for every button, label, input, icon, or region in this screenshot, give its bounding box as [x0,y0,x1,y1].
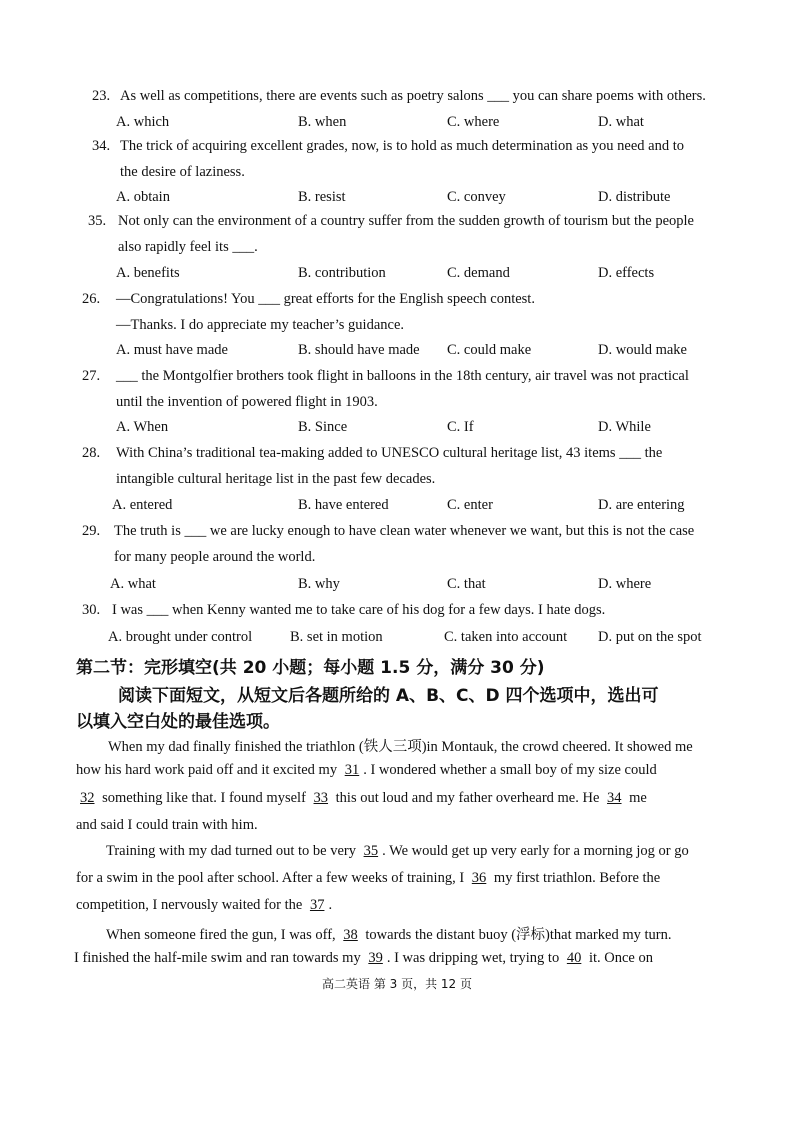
passage-text: . I wondered whether a small boy of my size could [363,762,657,778]
answer-option[interactable]: D. would make [598,342,687,358]
section-instruction: 阅读下面短文，从短文后各题所给的 A、B、C、D 四个选项中，选出可 [118,686,659,706]
section-heading: 第二节：完形填空(共 20 小题；每小题 1.5 分，满分 30 分) [76,658,545,678]
answer-option[interactable]: D. what [598,114,644,130]
question-stem-line: The truth is ___ we are lucky enough to have clean water whenever we want, but this is not the case [114,523,695,539]
passage-line [74,950,653,967]
answer-option[interactable]: C. demand [447,265,510,281]
page-footer: 高二英语 第 3 页，共 12 页 [322,977,472,991]
answer-option[interactable]: B. set in motion [290,629,383,645]
question-stem-line: —Congratulations! You ___ great efforts for the English speech contest. [116,291,535,307]
passage-text: for a swim in the pool after school. After a few weeks of training, I [76,870,468,886]
section-instruction: 以填入空白处的最佳选项。 [76,712,280,732]
passage-text: . We would get up very early for a morning jog or go [382,843,689,859]
question-number: 34. [92,138,111,154]
blank-number[interactable]: 32 [80,790,95,806]
question-number: 30. [82,602,101,618]
answer-option[interactable]: A. benefits [116,265,180,281]
passage-text: it. Once on [585,950,653,966]
question-number: 23. [92,88,111,104]
answer-option[interactable]: B. should have made [298,342,420,358]
question-stem-line: until the invention of powered flight in 1903. [116,394,378,410]
answer-option[interactable]: C. taken into account [444,629,568,645]
passage-text: and said I could train with him. [76,817,258,833]
question-stem-line: The trick of acquiring excellent grades, now, is to hold as much determination as you need and to [120,138,684,154]
blank-number[interactable]: 36 [471,870,487,886]
passage-text: . I was dripping wet, trying to [386,950,563,966]
question-stem-line: As well as competitions, there are events such as poetry salons ___ you can share poems with others. [120,88,706,104]
passage-text: me [625,790,647,806]
passage-line [76,817,258,834]
answer-option[interactable]: C. If [447,419,474,435]
answer-option[interactable]: A. entered [112,497,173,513]
answer-option[interactable]: D. effects [598,265,655,281]
answer-option[interactable]: A. obtain [116,189,170,205]
answer-option[interactable]: A. brought under control [108,629,253,645]
answer-option[interactable]: C. convey [447,189,506,205]
passage-text: When my dad finally finished the triathlon (铁人三项)in Montauk, the crowd cheered. It showed me [108,739,693,755]
passage-text: something like that. I found myself [98,790,310,806]
answer-option[interactable]: C. could make [447,342,532,358]
question-stem-line: ___ the Montgolfier brothers took flight in balloons in the 18th century, air travel was not practical [116,368,689,384]
answer-option[interactable]: B. when [298,114,347,130]
blank-number[interactable]: 37 [309,897,325,913]
passage-text: my first triathlon. Before the [490,870,661,886]
passage-text: how his hard work paid off and it excited my [76,762,341,778]
blank-number[interactable]: 38 [343,927,358,943]
question-stem-line: the desire of laziness. [120,164,245,180]
passage-text: competition, I nervously waited for the [76,897,306,913]
blank-number[interactable]: 40 [566,950,582,966]
answer-option[interactable]: A. must have made [116,342,228,358]
question-stem-line: intangible cultural heritage list in the past few decades. [116,471,436,487]
passage-line [106,843,689,860]
passage-text: this out loud and my father overheard me. He [332,790,604,806]
question-number: 27. [82,368,101,384]
answer-option[interactable]: B. have entered [298,497,389,513]
passage-text: . [328,897,333,913]
question-number: 35. [88,213,107,229]
blank-number[interactable]: 33 [313,790,329,806]
question-stem-line: Not only can the environment of a country suffer from the sudden growth of tourism but the people [118,213,694,229]
answer-option[interactable]: D. where [598,576,652,592]
blank-number[interactable]: 31 [344,762,360,778]
passage-line [76,762,657,779]
answer-option[interactable]: D. While [598,419,651,435]
answer-option[interactable]: C. enter [447,497,493,513]
answer-option[interactable]: D. distribute [598,189,671,205]
passage-line [106,923,671,944]
answer-option[interactable]: B. why [298,576,340,592]
blank-number[interactable]: 39 [368,950,383,966]
blank-number[interactable]: 34 [607,790,622,806]
blank-number[interactable]: 35 [363,843,379,859]
passage-text: I finished the half-mile swim and ran towards my [74,950,365,966]
question-number: 29. [82,523,101,539]
passage-line [76,897,332,914]
answer-option[interactable]: B. contribution [298,265,386,281]
answer-option[interactable]: A. what [110,576,156,592]
passage-line [108,735,693,756]
question-stem-line: —Thanks. I do appreciate my teacher’s guidance. [116,317,405,333]
passage-text: Training with my dad turned out to be very [106,843,360,859]
question-stem-line: also rapidly feel its ___. [118,239,258,255]
question-number: 26. [82,291,101,307]
answer-option[interactable]: D. are entering [598,497,685,513]
answer-option[interactable]: C. where [447,114,500,130]
passage-text: When someone fired the gun, I was off, [106,927,340,943]
answer-option[interactable]: A. which [116,114,170,130]
question-stem-line: I was ___ when Kenny wanted me to take care of his dog for a few days. I hate dogs. [112,602,606,618]
answer-option[interactable]: B. resist [298,189,346,205]
answer-option[interactable]: B. Since [298,419,348,435]
answer-option[interactable]: D. put on the spot [598,629,702,645]
question-number: 28. [82,445,101,461]
answer-option[interactable]: C. that [447,576,486,592]
passage-line [76,790,647,807]
question-stem-line: With China’s traditional tea-making added to UNESCO cultural heritage list, 43 items ___ the [116,445,663,461]
passage-line [76,870,660,887]
answer-option[interactable]: A. When [116,419,169,435]
passage-text: towards the distant buoy (浮标)that marked my turn. [361,927,672,943]
question-stem-line: for many people around the world. [114,549,316,565]
